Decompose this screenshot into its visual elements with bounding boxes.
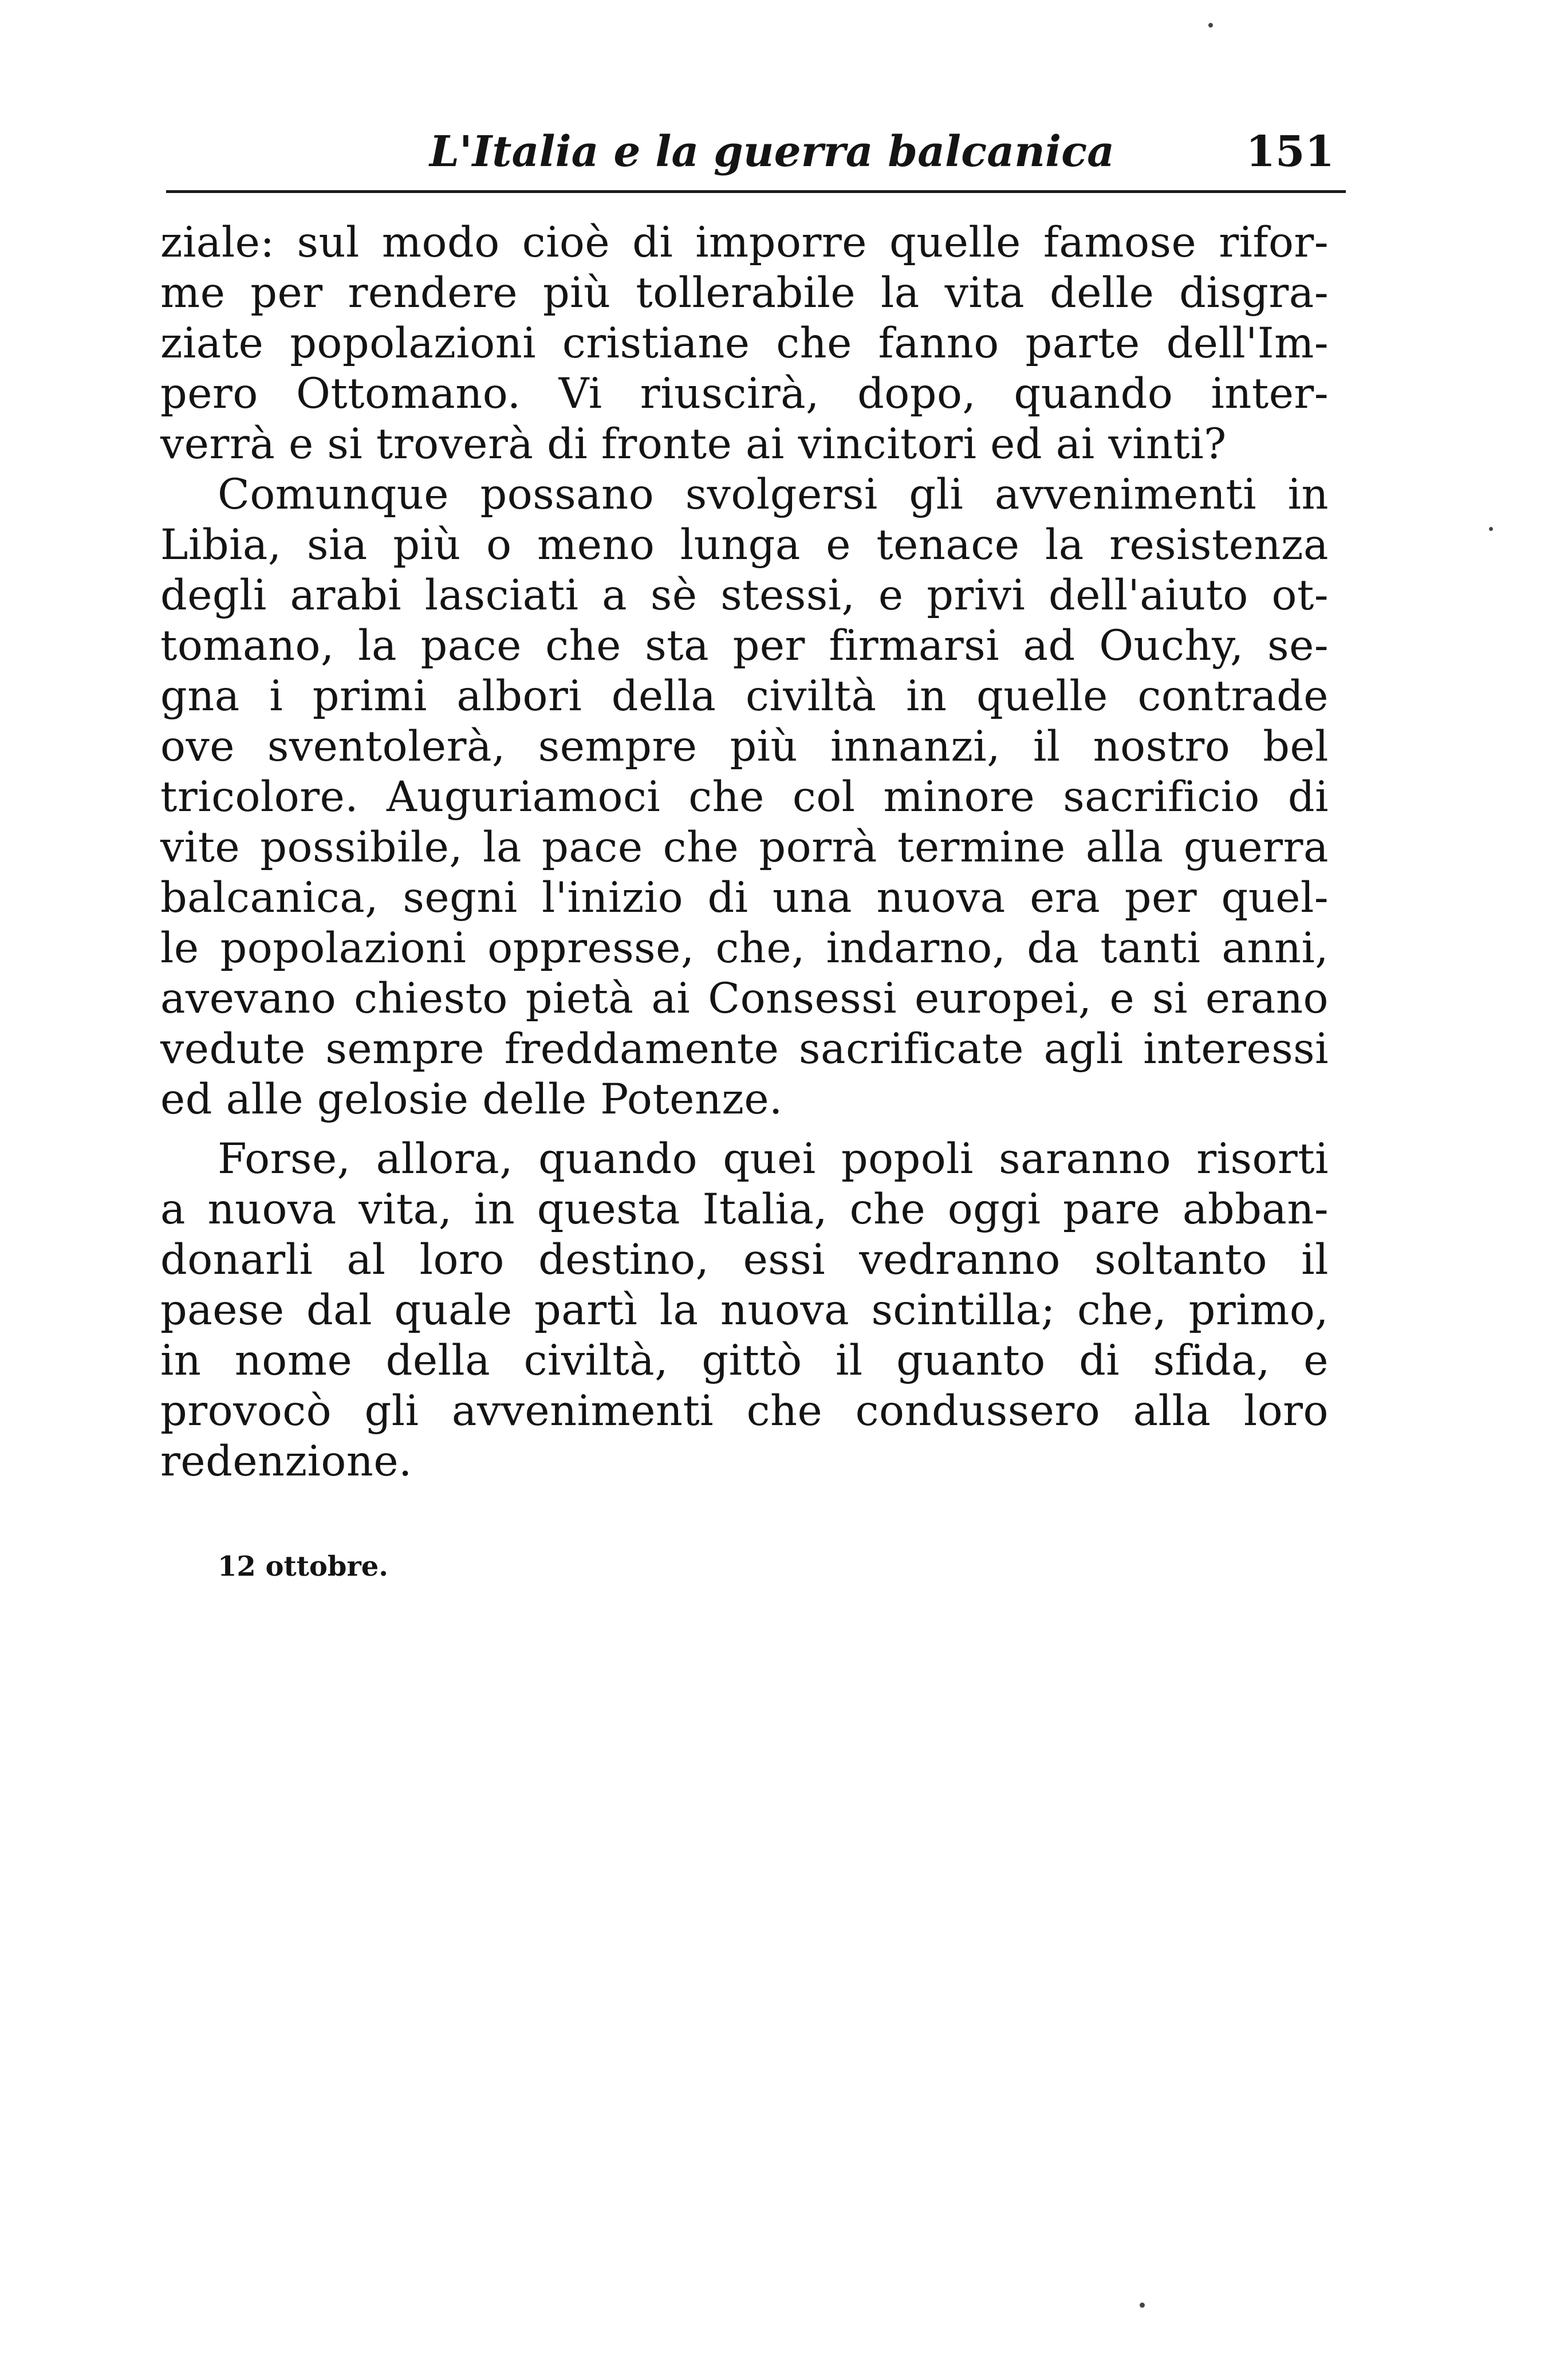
page-number: 151 — [1246, 127, 1334, 176]
text-line: a nuova vita, in questa Italia, che oggi pare abban- — [160, 1185, 1329, 1234]
text-line: avevano chiesto pietà ai Consessi europei, e si erano — [160, 974, 1329, 1023]
body-text — [160, 218, 1329, 1487]
scan-speck — [1140, 2303, 1145, 2308]
text-line: me per rendere più tollerabile la vita delle disgra- — [160, 269, 1329, 317]
text-line: ziate popolazioni cristiane che fanno parte dell'Im- — [160, 319, 1329, 368]
scan-speck — [1489, 527, 1493, 531]
text-line: ove sventolerà, sempre più innanzi, il nostro bel — [160, 722, 1329, 771]
paragraph — [160, 218, 1329, 470]
text-line: in nome della civiltà, gittò il guanto di sfida, e — [160, 1336, 1329, 1385]
paragraph — [160, 470, 1329, 1125]
text-line: pero Ottomano. Vi riuscirà, dopo, quando inter- — [160, 369, 1329, 418]
scan-speck — [1208, 23, 1213, 27]
text-line: tomano, la pace che sta per firmarsi ad Ouchy, se- — [160, 621, 1329, 670]
text-line: gna i primi albori della civiltà in quelle contrade — [160, 672, 1329, 721]
text-line: verrà e si troverà di fronte ai vincitori ed ai vinti? — [160, 420, 1227, 469]
running-head — [166, 120, 1346, 183]
paragraph — [160, 1134, 1329, 1487]
text-line: degli arabi lasciati a sè stessi, e privi dell'aiuto ot- — [160, 571, 1329, 620]
text-line: donarli al loro destino, essi vedranno soltanto il — [160, 1235, 1329, 1284]
text-line: redenzione. — [160, 1437, 412, 1486]
running-title: L'Italia e la guerra balcanica — [430, 127, 1115, 176]
header-rule — [166, 190, 1346, 193]
text-line: vite possibile, la pace che porrà termine alla guerra — [160, 823, 1329, 872]
text-line: ed alle gelosie delle Potenze. — [160, 1075, 783, 1124]
text-line: Comunque possano svolgersi gli avvenimenti in — [218, 470, 1329, 519]
text-line: le popolazioni oppresse, che, indarno, da tanti anni, — [160, 924, 1329, 973]
text-line: balcanica, segni l'inizio di una nuova era per quel- — [160, 873, 1329, 922]
text-line: ziale: sul modo cioè di imporre quelle famose rifor- — [160, 218, 1329, 267]
text-line: Libia, sia più o meno lunga e tenace la resistenza — [160, 521, 1329, 569]
text-line: provocò gli avvenimenti che condussero alla loro — [160, 1387, 1329, 1435]
text-line: vedute sempre freddamente sacrificate agli interessi — [160, 1025, 1329, 1073]
dateline: 12 ottobre. — [218, 1551, 388, 1583]
paragraph-gap — [160, 1125, 1329, 1134]
text-line: paese dal quale partì la nuova scintilla; che, primo, — [160, 1286, 1329, 1335]
text-line: tricolore. Auguriamoci che col minore sacrificio di — [160, 773, 1329, 821]
text-line: Forse, allora, quando quei popoli saranno risorti — [218, 1135, 1329, 1183]
